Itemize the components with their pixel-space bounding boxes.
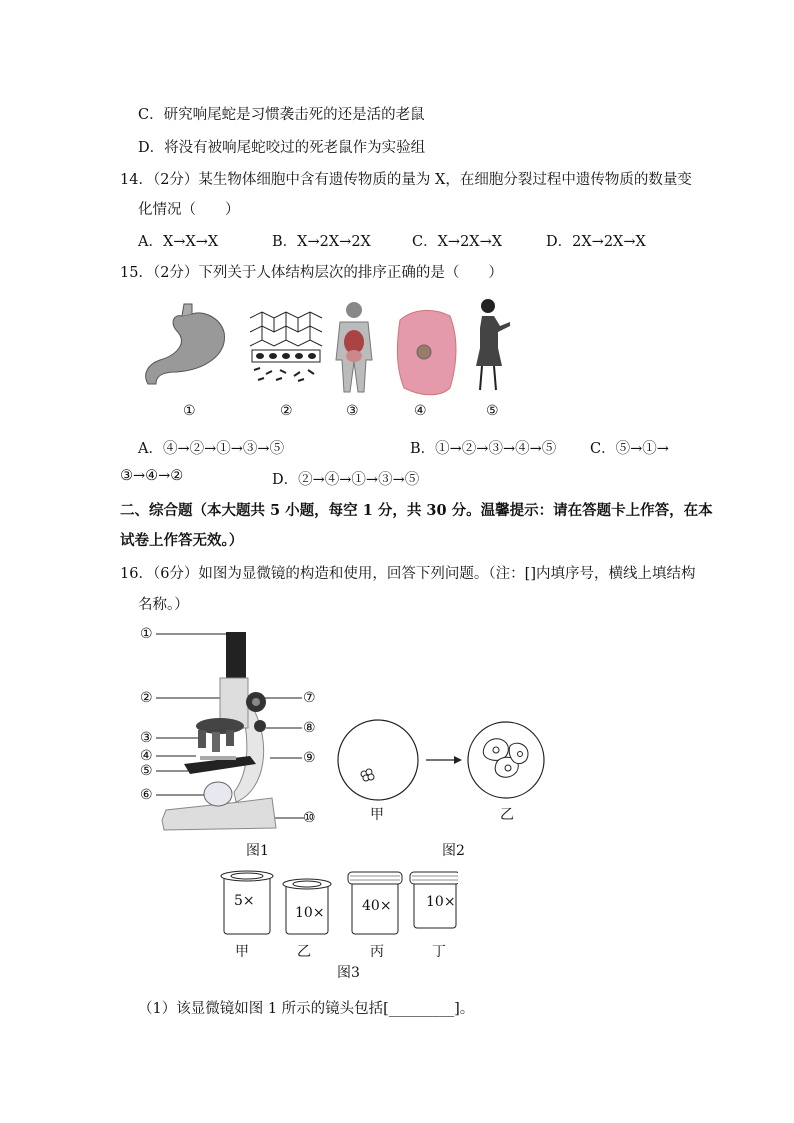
fig2-right-label: 乙: [500, 807, 514, 823]
lens-bing-mag: 40×: [362, 898, 392, 914]
q15-label-3: ③: [346, 403, 359, 419]
cell-image: [397, 310, 456, 394]
lens-ding-mag: 10×: [426, 894, 456, 910]
lens-yi-mag: 10×: [295, 905, 325, 921]
lens-bing-name: 丙: [370, 944, 384, 960]
q14-option-b: B．X→2X→2X: [272, 234, 371, 250]
fig1-label-8: ⑧: [303, 720, 316, 736]
q15-option-c-part2: ③→④→②: [120, 468, 184, 484]
fig1-label-3: ③: [140, 730, 153, 746]
q13-option-d: D．将没有被响尾蛇咬过的死老鼠作为实验组: [138, 140, 426, 156]
q16-stem-line1: 16．（6分）如图为显微镜的构造和使用，回答下列问题。（注：[]内填序号，横线上填结构: [120, 566, 696, 582]
q14-option-c: C．X→2X→X: [412, 234, 503, 250]
lens-jia-name: 甲: [235, 944, 249, 960]
fig3-caption: 图3: [337, 965, 360, 981]
fig2-left-label: 甲: [370, 807, 384, 823]
q14-stem-line1: 14．（2分）某生物体细胞中含有遗传物质的量为 X，在细胞分裂过程中遗传物质的数量变: [120, 172, 692, 188]
q14-option-d: D．2X→2X→X: [546, 234, 646, 250]
q15-label-4: ④: [414, 403, 427, 419]
person-image: [476, 299, 510, 390]
lens-yi-name: 乙: [297, 944, 311, 960]
field-of-view-figure: [336, 712, 550, 806]
lens-jia-mag: 5×: [234, 893, 255, 909]
stomach-image: [146, 304, 225, 384]
fig1-label-1: ①: [140, 626, 153, 642]
q14-option-a: A．X→X→X: [138, 234, 219, 250]
fig1-label-2: ②: [140, 690, 153, 706]
fig1-label-6: ⑥: [140, 787, 153, 803]
q14-stem-line2: 化情况（ ）: [138, 202, 240, 218]
q15-option-c-part1: C．⑤→①→: [590, 441, 669, 457]
fig1-label-9: ⑨: [303, 750, 316, 766]
tissue-image: [250, 310, 322, 384]
fig1-label-7: ⑦: [303, 690, 316, 706]
q15-label-2: ②: [280, 403, 293, 419]
fig1-caption: 图1: [246, 843, 269, 859]
q13-option-c: C．研究响尾蛇是习惯袭击死的还是活的老鼠: [138, 107, 425, 123]
q15-label-5: ⑤: [486, 403, 499, 419]
fig2-caption: 图2: [442, 843, 465, 859]
q15-figures: [130, 296, 530, 396]
q15-option-a: A．④→②→①→③→⑤: [138, 441, 285, 457]
q15-option-d: D．②→④→①→③→⑤: [272, 472, 420, 488]
human-system-image: [336, 302, 372, 392]
q16-subquestion-1: （1）该显微镜如图 1 所示的镜头包括[_________]。: [138, 1001, 475, 1017]
q16-stem-line2: 名称。）: [138, 597, 189, 613]
q15-option-b: B．①→②→③→④→⑤: [410, 441, 557, 457]
q15-stem: 15．（2分）下列关于人体结构层次的排序正确的是（ ）: [120, 265, 503, 281]
q15-label-1: ①: [183, 403, 196, 419]
section2-heading-line2: 试卷上作答无效。）: [120, 532, 244, 549]
fig1-label-4: ④: [140, 748, 153, 764]
fig1-label-10: ⑩: [303, 810, 316, 826]
section2-heading-line1: 二、综合题（本大题共 5 小题，每空 1 分，共 30 分。温馨提示：请在答题卡上作答，在本: [120, 502, 713, 519]
fig1-label-5: ⑤: [140, 763, 153, 779]
lens-ding-name: 丁: [432, 944, 446, 960]
